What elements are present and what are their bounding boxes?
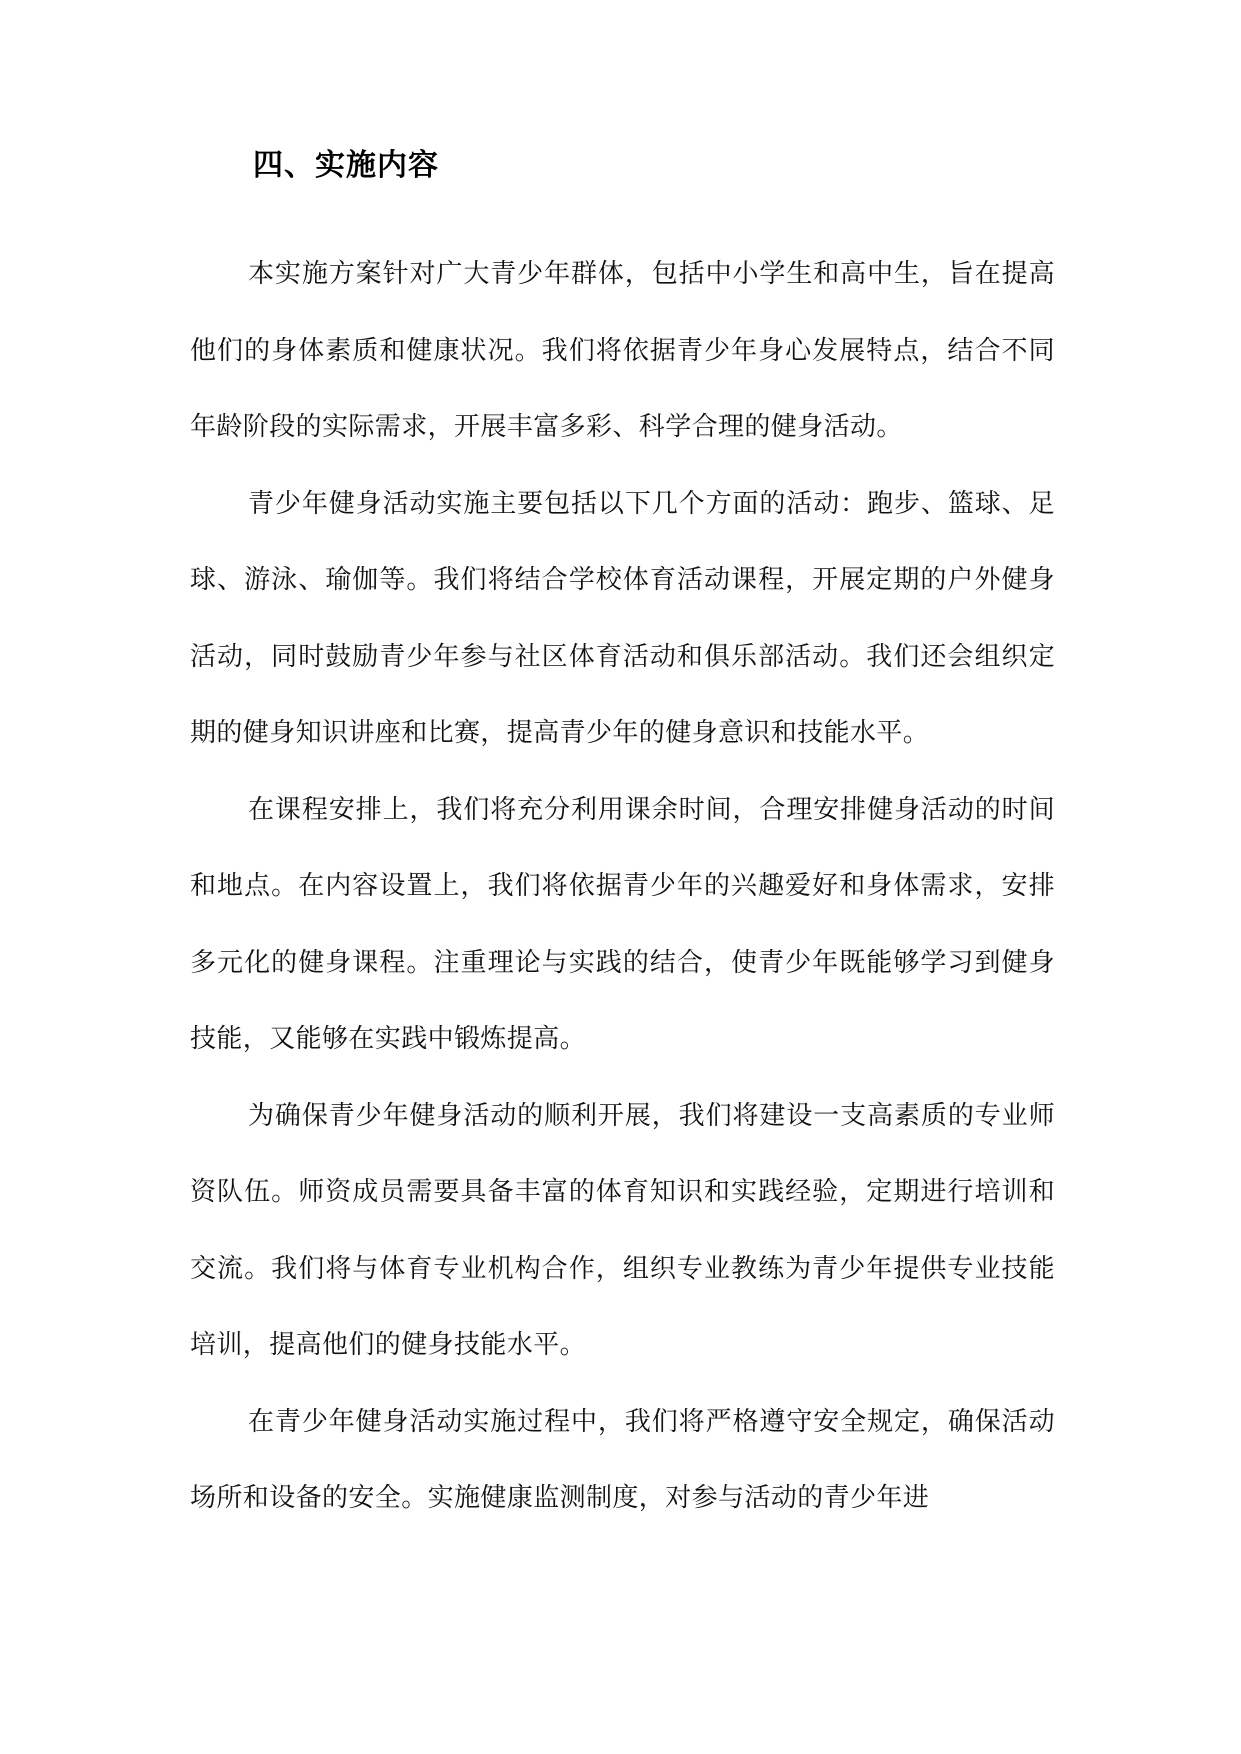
paragraph-3: 在课程安排上，我们将充分利用课余时间，合理安排健身活动的时间和地点。在内容设置上，我们将依据青少年的兴趣爱好和身体需求，安排多元化的健身课程。注重理论与实践的结合，使青少年既能够学习到健身技能，又能够在实践中锻炼提高。 [190,794,1055,1054]
paragraph-1: 本实施方案针对广大青少年群体，包括中小学生和高中生，旨在提高他们的身体素质和健康状况。我们将依据青少年身心发展特点，结合不同年龄阶段的实际需求，开展丰富多彩、科学合理的健身活动。 [190,259,1055,442]
section-heading: 四、实施内容 [253,148,439,183]
paragraph-2: 青少年健身活动实施主要包括以下几个方面的活动：跑步、篮球、足球、游泳、瑜伽等。我们将结合学校体育活动课程，开展定期的户外健身活动，同时鼓励青少年参与社区体育活动和俱乐部活动。我们还会组织定期的健身知识讲座和比赛，提高青少年的健身意识和技能水平。 [190,488,1055,748]
paragraph-5: 在青少年健身活动实施过程中，我们将严格遵守安全规定，确保活动场所和设备的安全。实施健康监测制度，对参与活动的青少年进 [190,1406,1055,1513]
body-text [190,236,1055,1537]
paragraph-4: 为确保青少年健身活动的顺利开展，我们将建设一支高素质的专业师资队伍。师资成员需要具备丰富的体育知识和实践经验，定期进行培训和交流。我们将与体育专业机构合作，组织专业教练为青少年提供专业技能培训，提高他们的健身技能水平。 [190,1100,1055,1360]
